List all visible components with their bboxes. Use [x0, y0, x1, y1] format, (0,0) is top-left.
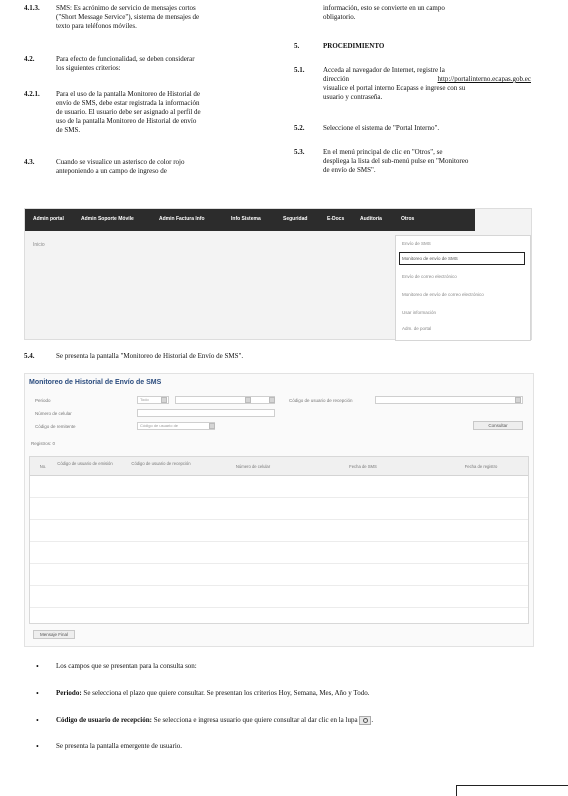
otros-dropdown-menu: [395, 235, 531, 341]
section-num-5-2: 5.2.: [294, 124, 305, 132]
bullet-dot: •: [36, 662, 39, 671]
breadcrumb-inicio[interactable]: Inicio: [33, 242, 45, 248]
menu-item-adm-portal[interactable]: Adm. de portal: [402, 326, 432, 331]
section-num-5-3: 5.3.: [294, 148, 305, 156]
col-numero-celular[interactable]: Número de celular: [235, 464, 271, 469]
table-row: [30, 585, 528, 586]
nav-admin-portal[interactable]: Admin portal: [33, 216, 64, 222]
col-fecha-registro[interactable]: Fecha de registro: [464, 464, 498, 469]
label-periodo: Periodo: [35, 398, 51, 403]
section-num-4-2-1: 4.2.1.: [24, 90, 40, 98]
section-4-2-text: Para efecto de funcionalidad, se deben considerar los siguientes criterios:: [56, 55, 195, 72]
periodo-select[interactable]: Todo: [137, 396, 169, 404]
monitoreo-screenshot: [24, 373, 534, 647]
section-num-5-4: 5.4.: [24, 352, 35, 360]
nav-auditoria[interactable]: Auditoría: [360, 216, 382, 222]
nav-admin-factura[interactable]: Admin Factura Info: [159, 216, 205, 222]
section-4-3-text: Cuando se visualice un asterisco de color rojo anteponiendo a un campo de ingreso de: [56, 158, 185, 175]
portal-menu-screenshot: [24, 208, 532, 340]
table-header: [30, 457, 528, 476]
label-numero-celular: Número de celular: [35, 411, 72, 416]
bullet-dot: •: [36, 742, 39, 751]
menu-item-monitoreo-correo[interactable]: Monitoreo de envío de correo electrónico: [402, 292, 484, 297]
section-num-5-1: 5.1.: [294, 66, 305, 74]
numero-celular-field[interactable]: [137, 409, 275, 417]
section-num-4-3: 4.3.: [24, 158, 35, 166]
table-row: [30, 607, 528, 608]
menu-item-monitoreo-sms[interactable]: Monitoreo de envío de SMS: [402, 256, 458, 261]
bullet-codigo-recepcion: Código de usuario de recepción: Se selecciona e ingresa usuario que quiere consultar al dar clic en la lupa .: [56, 716, 374, 725]
bullet-dot: •: [36, 689, 39, 698]
section-num-4-1-3: 4.1.3.: [24, 4, 40, 12]
bullet-campos: Los campos que se presentan para la consulta son:: [56, 662, 197, 670]
section-4-1-3-text: SMS: Es acrónimo de servicio de mensajes cortos ("Short Message Service"), sistema de mensajes de texto para teléfonos móviles.: [56, 4, 200, 30]
label-codigo-recepcion: Código de usuario de recepción: [289, 398, 353, 403]
menu-item-envio-sms[interactable]: Envío de SMS: [402, 241, 431, 246]
calendar-to-icon[interactable]: [269, 397, 275, 403]
search-icon[interactable]: [515, 397, 521, 403]
mensaje-final-button[interactable]: Mensaje Final: [33, 630, 75, 639]
nav-info-sistema[interactable]: Info Sistema: [231, 216, 261, 222]
periodo-dropdown-icon[interactable]: [161, 397, 167, 403]
section-num-5: 5.: [294, 42, 300, 50]
section-4-3-continuation: información, esto se convierte en un campo obligatorio.: [323, 4, 445, 21]
bullet-pantalla-emergente: Se presenta la pantalla emergente de usuario.: [56, 742, 183, 750]
section-5-3-text: En el menú principal de clic en "Otros", se despliega la lista del sub-menú pulse en "Monitoreo de envío de SMS".: [323, 148, 469, 174]
main-navbar: [25, 209, 475, 231]
col-codigo-emision[interactable]: Código de usuario de emisión: [57, 461, 113, 466]
lupa-icon: [359, 716, 371, 725]
nav-admin-soporte[interactable]: Admin Soporte Móvile: [81, 216, 134, 222]
calendar-from-icon[interactable]: [245, 397, 251, 403]
results-table: [29, 456, 529, 624]
table-row: [30, 541, 528, 542]
nav-seguridad[interactable]: Seguridad: [283, 216, 308, 222]
remitente-search-icon[interactable]: [209, 423, 215, 429]
nav-edocs[interactable]: E-Docs: [327, 216, 345, 222]
section-5-4-text: Se presenta la pantalla "Monitoreo de Historial de Envío de SMS".: [56, 352, 244, 360]
consultar-button[interactable]: Consultar: [473, 421, 523, 430]
codigo-recepcion-field[interactable]: [375, 396, 523, 404]
table-row: [30, 519, 528, 520]
section-5-2-text: Seleccione el sistema de "Portal Interno".: [323, 124, 440, 132]
nav-otros[interactable]: Otros: [401, 216, 415, 222]
menu-item-usar-informacion[interactable]: Usar información: [402, 310, 437, 315]
screen-title: Monitoreo de Historial de Envío de SMS: [29, 379, 162, 386]
bullet-periodo: Periodo: Se selecciona el plazo que quiere consultar. Se presentan los criterios Hoy, Semana, Mes, Año y Todo.: [56, 689, 370, 697]
registros-count: Registros: 0: [31, 441, 56, 446]
section-5-heading: PROCEDIMIENTO: [323, 42, 385, 50]
section-5-1-text: Acceda al navegador de Internet, registre la dirección http://portalinterno.ecapas.gob.ec visualice el portal interno Ecapass e ingrese con su usuario y contraseña.: [323, 66, 531, 101]
section-4-2-1-text: Para el uso de la pantalla Monitoreo de Historial de envío de SMS, debe estar registrada la información de usuario. El usuario debe ser asignado al perfil de uso de la pantalla Monitoreo de Historial de envío de SMS.: [56, 90, 201, 134]
menu-item-envio-correo[interactable]: Envío de correo electrónico: [402, 274, 457, 279]
date-from-field[interactable]: [175, 396, 275, 404]
table-row: [30, 497, 528, 498]
portal-link[interactable]: http://portalinterno.ecapas.gob.ec: [437, 75, 531, 83]
label-codigo-remitente: Código de remitente: [35, 424, 76, 429]
col-fecha-sms[interactable]: Fecha de SMS: [349, 464, 377, 469]
table-row: [30, 563, 528, 564]
codigo-remitente-field[interactable]: Código de usuario de: [137, 422, 215, 430]
section-num-4-2: 4.2.: [24, 55, 35, 63]
col-no[interactable]: No.: [39, 464, 47, 469]
bullet-dot: •: [36, 716, 39, 725]
col-codigo-recepcion[interactable]: Código de usuario de recepción: [131, 461, 191, 466]
